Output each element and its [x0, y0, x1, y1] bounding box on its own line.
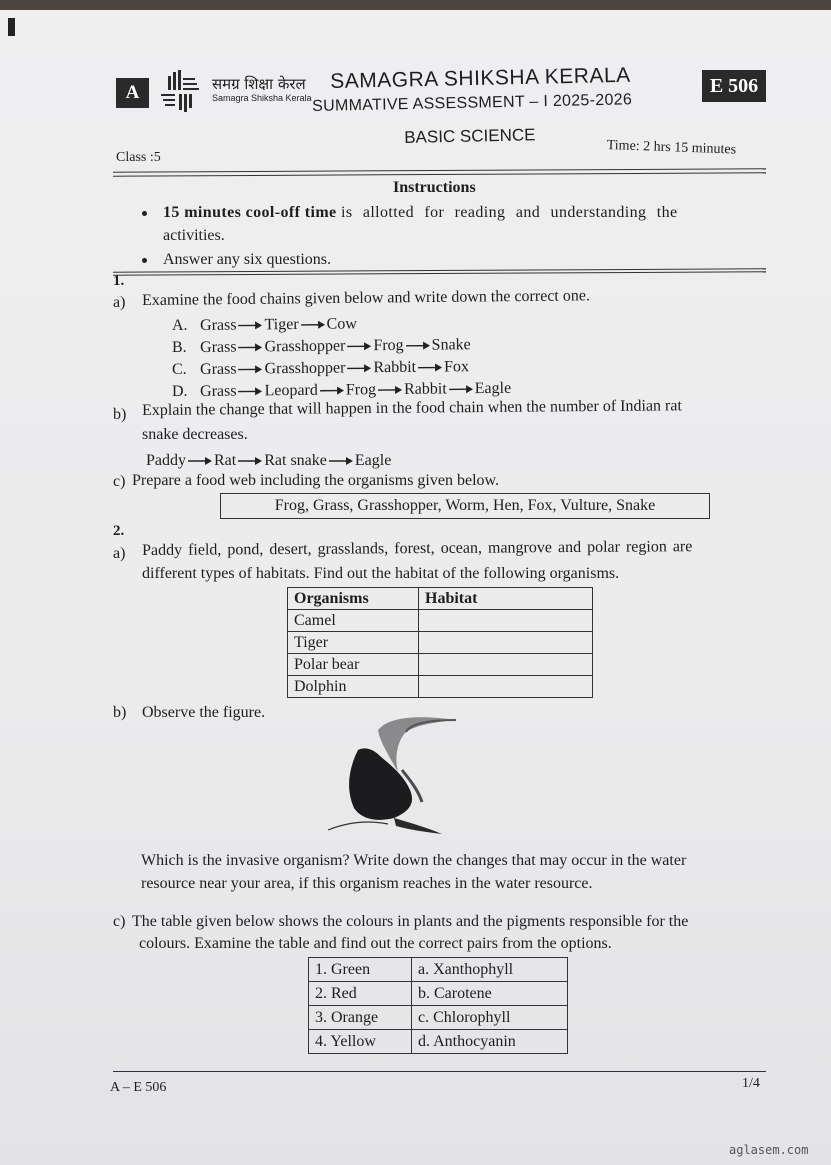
table-cell: 1. Green [309, 958, 412, 982]
table-cell: c. Chlorophyll [412, 1006, 568, 1030]
question-1-number: 1. [113, 273, 125, 289]
right-arrow-icon [237, 387, 263, 397]
food-chain-organism: Fox [443, 358, 470, 376]
right-arrow-icon [237, 456, 263, 466]
right-arrow-icon [377, 385, 403, 395]
table-row [288, 654, 593, 676]
grade-letter-box: A [116, 78, 149, 108]
table-cell: 4. Yellow [309, 1030, 412, 1054]
food-chain-organism: Grasshopper [264, 359, 346, 378]
food-chain-organism: Cow [326, 315, 357, 333]
organism-list-box [220, 493, 710, 519]
food-chain-organism: Rat snake [264, 452, 327, 469]
food-chain-organism: Leopard [264, 381, 318, 400]
right-arrow-icon [187, 456, 213, 466]
paper-code-box: E 506 [702, 70, 766, 102]
table-cell: Tiger [288, 632, 419, 654]
footer-divider [113, 1071, 766, 1072]
option-letter: C. [172, 361, 187, 378]
bullet-icon [142, 258, 147, 263]
table-header: Habitat [419, 588, 593, 610]
food-chain-organism: Eagle [474, 379, 512, 398]
q1a-label: a) [113, 294, 126, 311]
q1c-text: Prepare a food web including the organisms given below. [132, 472, 500, 489]
q1a-text: Examine the food chains given below and write down the correct one. [142, 287, 591, 309]
q1b-text-cont: snake decreases. [142, 426, 248, 443]
right-arrow-icon [405, 341, 431, 351]
right-arrow-icon [300, 320, 326, 330]
food-chain-organism: Rabbit [373, 358, 417, 377]
q2c-label: c) [113, 913, 126, 930]
table-cell: Polar bear [288, 654, 419, 676]
food-chain [146, 452, 391, 470]
table-row [309, 958, 568, 982]
instruction-1-text: is allotted for reading and understanding the [340, 204, 678, 221]
logo-hindi-text: समग्र शिक्षा केरल [212, 75, 306, 93]
right-arrow-icon [448, 384, 474, 394]
food-chain-organism: Tiger [264, 315, 299, 334]
watermark: aglasem.com [729, 1143, 809, 1157]
page-subtitle: SUMMATIVE ASSESSMENT – I 2025-2026 [312, 91, 633, 115]
page-number: 1/4 [742, 1076, 760, 1091]
table-cell [419, 654, 593, 676]
food-chain-organism: Grass [200, 360, 237, 378]
food-chain-organism: Grass [200, 316, 237, 334]
fish-figure-icon [318, 710, 464, 838]
table-cell [419, 610, 593, 632]
option-letter: B. [172, 339, 187, 356]
food-chain-organism: Frog [373, 336, 404, 355]
right-arrow-icon [237, 321, 263, 331]
class-label: Class :5 [116, 150, 161, 165]
page-title: SAMAGRA SHIKSHA KERALA [330, 63, 631, 93]
q2b-text: Observe the figure. [142, 704, 266, 721]
table-row [288, 610, 593, 632]
pigment-table [308, 957, 568, 1054]
table-cell: Dolphin [288, 676, 419, 698]
option-letter: A. [172, 317, 188, 334]
right-arrow-icon [346, 364, 372, 374]
table-row [309, 1030, 568, 1054]
food-chain-organism: Eagle [354, 452, 392, 469]
q2a-text: Paddy field, pond, desert, grasslands, forest, ocean, mangrove and polar region are [142, 538, 693, 559]
time-label: Time: 2 hrs 15 minutes [606, 138, 737, 158]
option-letter: D. [172, 383, 188, 400]
scan-edge [0, 0, 831, 10]
food-chain [200, 358, 469, 379]
subject-title: BASIC SCIENCE [404, 125, 536, 147]
food-chain-organism: Paddy [146, 452, 186, 469]
instruction-2: Answer any six questions. [163, 251, 331, 268]
header-divider-2 [113, 172, 766, 176]
organism-list: Frog, Grass, Grasshopper, Worm, Hen, Fox, Vulture, Snake [274, 497, 656, 514]
instruction-1-cont: activities. [163, 227, 225, 244]
table-cell: d. Anthocyanin [412, 1030, 568, 1054]
food-chain-organism: Rat [214, 452, 237, 469]
q1c-label: c) [113, 473, 126, 490]
question-2-number: 2. [113, 523, 125, 539]
right-arrow-icon [237, 343, 263, 353]
table-cell: 2. Red [309, 982, 412, 1006]
right-arrow-icon [346, 342, 372, 352]
food-chain-organism: Grass [200, 338, 237, 356]
food-chain-organism: Grass [200, 382, 237, 400]
table-row [288, 676, 593, 698]
q2c-text-cont: colours. Examine the table and find out the correct pairs from the options. [139, 935, 612, 952]
q1b-text: Explain the change that will happen in the food chain when the number of Indian rat [142, 397, 682, 419]
food-chain-organism: Snake [431, 336, 471, 354]
food-chain [200, 380, 511, 401]
q2b-question-cont: resource near your area, if this organism reaches in the water resource. [141, 875, 593, 892]
table-header-row [288, 588, 593, 610]
right-arrow-icon [417, 363, 443, 373]
samagra-logo-icon [157, 70, 205, 114]
table-cell: a. Xanthophyll [412, 958, 568, 982]
table-header: Organisms [288, 588, 419, 610]
logo-english-text: Samagra Shiksha Kerala [212, 93, 312, 103]
instruction-1-bold: 15 minutes cool-off time [163, 204, 337, 221]
instructions-heading: Instructions [393, 179, 476, 196]
table-cell: Camel [288, 610, 419, 632]
table-cell [419, 632, 593, 654]
table-cell [419, 676, 593, 698]
q2a-text-cont: different types of habitats. Find out the habitat of the following organisms. [142, 565, 620, 582]
bullet-icon [142, 211, 147, 216]
table-row [309, 1006, 568, 1030]
right-arrow-icon [237, 365, 263, 375]
table-cell: b. Carotene [412, 982, 568, 1006]
food-chain-organism: Rabbit [403, 380, 447, 398]
q2b-label: b) [113, 704, 127, 721]
q2a-label: a) [113, 545, 126, 562]
table-row [309, 982, 568, 1006]
right-arrow-icon [319, 386, 345, 396]
footer-code: A – E 506 [110, 1080, 167, 1095]
food-chain-organism: Grasshopper [264, 337, 346, 356]
food-chain-organism: Frog [345, 381, 377, 399]
q2c-text: The table given below shows the colours in plants and the pigments responsible for the [132, 913, 689, 930]
table-cell: 3. Orange [309, 1006, 412, 1030]
q2b-question: Which is the invasive organism? Write down the changes that may occur in the water [141, 852, 687, 869]
right-arrow-icon [328, 456, 354, 466]
scan-mark [8, 18, 15, 36]
habitat-table [287, 587, 593, 698]
food-chain [200, 315, 357, 335]
table-row [288, 632, 593, 654]
q1b-label: b) [113, 406, 127, 423]
food-chain [200, 336, 471, 357]
instruction-1 [163, 204, 678, 222]
